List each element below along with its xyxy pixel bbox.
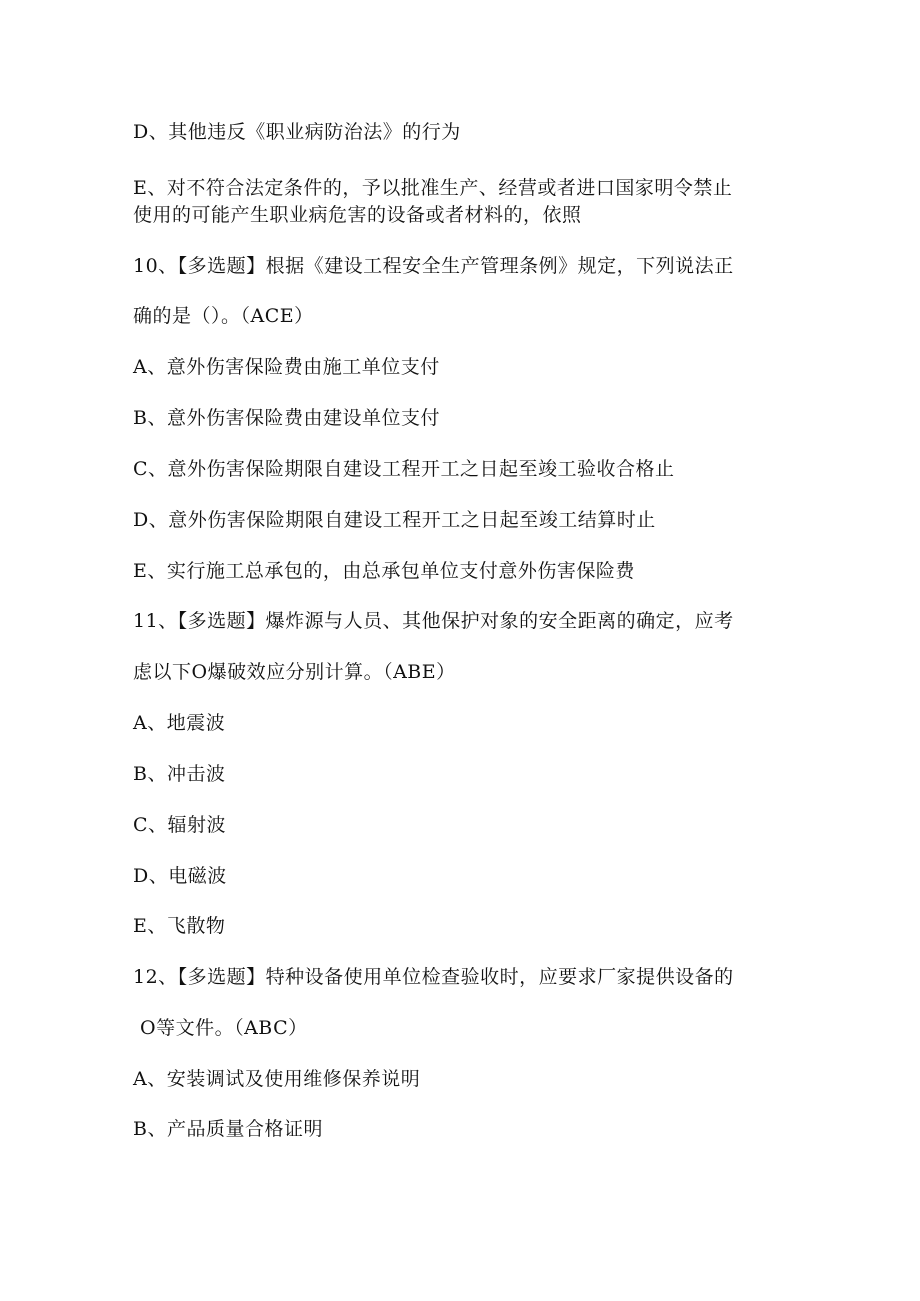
q11-stem-line-1: 11、【多选题】爆炸源与人员、其他保护对象的安全距离的确定，应考 bbox=[133, 610, 734, 632]
q11-option-a: A、地震波 bbox=[133, 712, 226, 734]
q9-option-e-line-2: 使用的可能产生职业病危害的设备或者材料的，依照 bbox=[133, 204, 582, 226]
q10-option-c: C、意外伤害保险期限自建设工程开工之日起至竣工验收合格止 bbox=[133, 458, 675, 480]
q11-option-e: E、飞散物 bbox=[133, 915, 226, 937]
q11-stem-line-2: 虑以下O爆破效应分别计算。（ABE） bbox=[133, 661, 456, 683]
q10-option-a: A、意外伤害保险费由施工单位支付 bbox=[133, 356, 440, 378]
q10-stem-line-1: 10、【多选题】根据《建设工程安全生产管理条例》规定，下列说法正 bbox=[133, 255, 734, 277]
q9-option-e-line-1: E、对不符合法定条件的，予以批准生产、经营或者进口国家明令禁止 bbox=[133, 177, 733, 199]
q12-stem-line-1: 12、【多选题】特种设备使用单位检查验收时，应要求厂家提供设备的 bbox=[133, 966, 734, 988]
q12-option-b: B、产品质量合格证明 bbox=[133, 1118, 323, 1140]
q9-option-d: D、其他违反《职业病防治法》的行为 bbox=[133, 121, 461, 143]
q11-option-b: B、冲击波 bbox=[133, 763, 226, 785]
q11-option-c: C、辐射波 bbox=[133, 814, 227, 836]
q10-option-b: B、意外伤害保险费由建设单位支付 bbox=[133, 407, 440, 429]
q12-option-a: A、安装调试及使用维修保养说明 bbox=[133, 1068, 421, 1090]
q10-stem-line-2: 确的是（）。（ACE） bbox=[133, 305, 314, 327]
q11-option-d: D、电磁波 bbox=[133, 865, 227, 887]
q10-option-e: E、实行施工总承包的，由总承包单位支付意外伤害保险费 bbox=[133, 560, 635, 582]
q12-stem-line-2: O等文件。（ABC） bbox=[140, 1017, 308, 1039]
q10-option-d: D、意外伤害保险期限自建设工程开工之日起至竣工结算时止 bbox=[133, 509, 656, 531]
